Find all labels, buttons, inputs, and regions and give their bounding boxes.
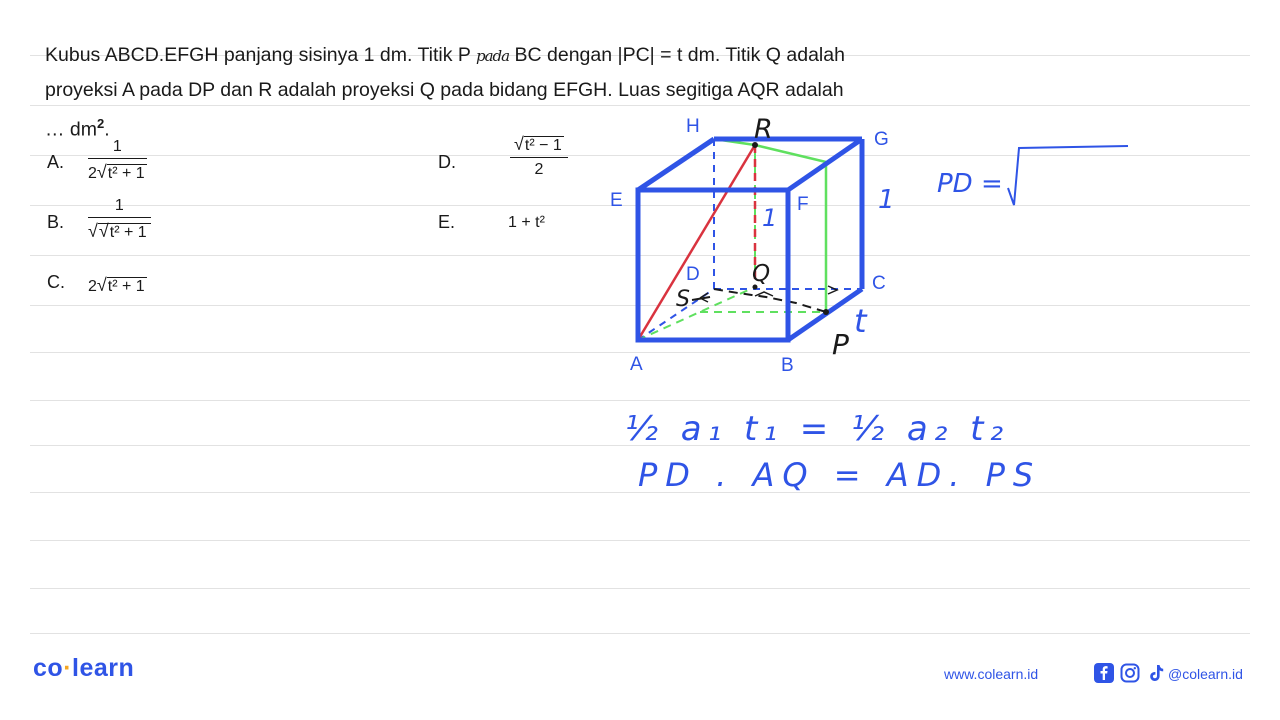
colearn-logo[interactable] [33, 654, 134, 683]
handwritten-pada: pada [476, 47, 510, 65]
option-d-radicand: t² − 1 [524, 137, 562, 154]
option-a-letter: A. [47, 152, 65, 172]
label-f: F [797, 194, 809, 215]
option-a-numerator: 1 [112, 138, 122, 155]
sqrt-icon: √ [88, 221, 98, 241]
label-edge-length: 1 [878, 185, 895, 215]
label-r: R [754, 114, 773, 145]
label-edge-length-inner: 1 [762, 204, 778, 232]
logo-part-1: co [33, 654, 64, 682]
area-equation: ½ a₁ t₁ = ½ a₂ t₂ [625, 409, 1010, 449]
option-d-letter: D. [438, 152, 456, 172]
social-handle[interactable]: @colearn.id [1168, 666, 1243, 682]
label-b: B [781, 355, 794, 376]
label-t: t [854, 302, 867, 340]
instagram-icon[interactable] [1120, 663, 1140, 683]
question-line-3-end: . [104, 118, 110, 141]
sqrt-icon: √ [98, 221, 109, 241]
sqrt-icon: √ [96, 275, 107, 295]
pd-equation: PD = [937, 169, 1003, 199]
tiktok-icon[interactable] [1146, 663, 1166, 683]
option-e-letter: E. [438, 212, 456, 232]
option-a-coef: 2 [88, 165, 97, 182]
logo-dot: · [63, 654, 73, 682]
sqrt-icon: √ [96, 162, 107, 182]
label-s: S [676, 287, 690, 312]
label-a: A [630, 354, 643, 375]
website-link[interactable]: www.colearn.id [944, 666, 1039, 682]
sqrt-icon [1008, 146, 1128, 205]
question-exponent: 2 [97, 116, 105, 131]
question-line-1-end: BC dengan |PC| = t dm. Titik Q adalah [509, 44, 845, 66]
question-line-3-text: … dm [45, 118, 98, 141]
question-line-2: proyeksi A pada DP dan R adalah proyeksi Q pada bidang EFGH. Luas segitiga AQR adalah [45, 79, 844, 101]
label-g: G [874, 129, 889, 150]
logo-part-2: learn [72, 654, 135, 682]
option-e-value: 1 + t² [508, 214, 545, 231]
option-c-radicand: t² + 1 [107, 278, 145, 295]
sqrt-icon: √ [514, 134, 524, 154]
facebook-icon[interactable] [1094, 663, 1114, 683]
option-b-letter: B. [47, 212, 65, 232]
option-d-denominator: 2 [534, 161, 544, 178]
question-line-1-start: Kubus ABCD.EFGH panjang sisinya 1 dm. Titik P [45, 44, 476, 66]
option-b-numerator: 1 [114, 197, 124, 214]
option-c-coef: 2 [88, 278, 97, 295]
label-q: Q [752, 261, 771, 287]
label-p: P [832, 328, 849, 361]
option-b-radicand: t² + 1 [109, 224, 147, 241]
label-e: E [610, 190, 623, 211]
option-a-radicand: t² + 1 [107, 165, 145, 182]
length-equation: PD . AQ = AD. PS [638, 456, 1042, 494]
label-h: H [686, 116, 700, 137]
label-c: C [872, 273, 886, 294]
option-c-letter: C. [47, 272, 65, 292]
label-d: D [686, 264, 700, 285]
